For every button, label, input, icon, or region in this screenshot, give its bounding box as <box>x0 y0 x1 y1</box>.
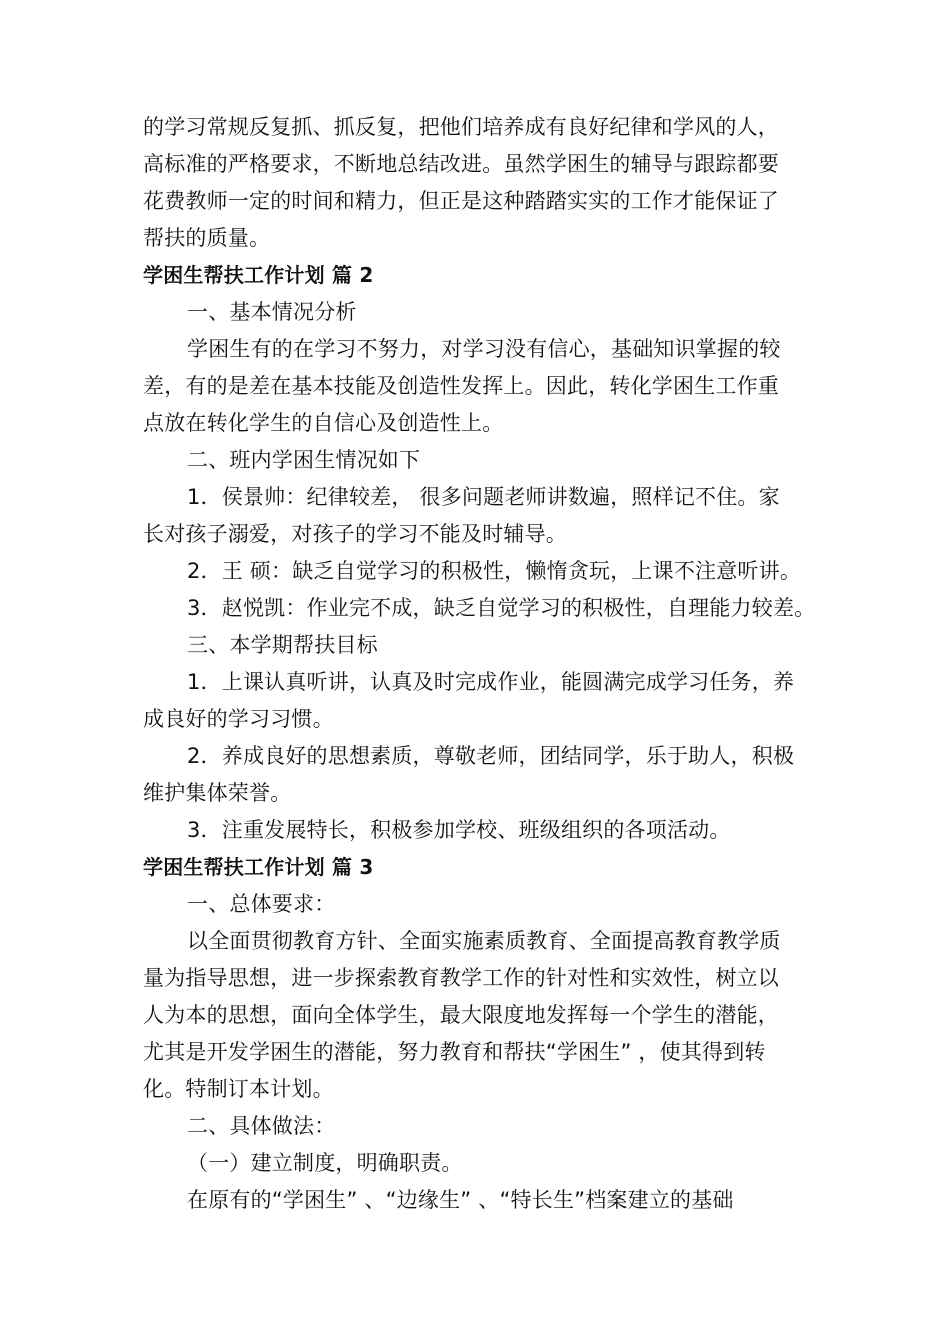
text-line: 差，有的是差在基本技能及创造性发挥上。因此，转化学困生工作重 <box>143 374 779 398</box>
paragraph-first-line: 在原有的“学困生” 、“边缘生” 、“特长生”档案建立的基础 <box>187 1188 734 1212</box>
list-item: 1．侯景帅：纪律较差， 很多问题老师讲数遍，照样记不住。家 <box>187 485 780 509</box>
subheading: 二、班内学困生情况如下 <box>187 448 421 472</box>
subheading: 二、具体做法： <box>187 1114 336 1138</box>
text-line: 成良好的学习习惯。 <box>143 707 334 731</box>
text-line: 量为指导思想，进一步探索教育教学工作的针对性和实效性，树立以 <box>143 966 779 990</box>
text-line: 点放在转化学生的自信心及创造性上。 <box>143 411 504 435</box>
text-line: 帮扶的质量。 <box>143 226 271 250</box>
text-line: 维护集体荣誉。 <box>143 781 292 805</box>
subheading: （一）建立制度，明确职责。 <box>187 1151 463 1175</box>
text-line: 高标准的严格要求，不断地总结改进。虽然学困生的辅导与跟踪都要 <box>143 152 779 176</box>
list-item: 3．注重发展特长，积极参加学校、班级组织的各项活动。 <box>187 818 731 842</box>
text-line: 人为本的思想，面向全体学生，最大限度地发挥每一个学生的潜能， <box>143 1003 779 1027</box>
list-item: 3．赵悦凯：作业完不成，缺乏自觉学习的积极性，自理能力较差。 <box>187 596 816 620</box>
text-line: 长对孩子溺爱，对孩子的学习不能及时辅导。 <box>143 522 567 546</box>
list-item: 1．上课认真听讲，认真及时完成作业，能圆满完成学习任务，养 <box>187 670 795 694</box>
text-line: 的学习常规反复抓、抓反复，把他们培养成有良好纪律和学风的人， <box>143 115 779 139</box>
paragraph-first-line: 以全面贯彻教育方针、全面实施素质教育、全面提高教育教学质 <box>187 929 781 953</box>
paragraph-first-line: 学困生有的在学习不努力，对学习没有信心，基础知识掌握的较 <box>187 337 781 361</box>
subheading: 一、总体要求： <box>187 892 336 916</box>
section-heading: 学困生帮扶工作计划 篇 2 <box>143 263 374 287</box>
list-item: 2．王 硕：缺乏自觉学习的积极性，懒惰贪玩，上课不注意听讲。 <box>187 559 802 583</box>
subheading: 三、本学期帮扶目标 <box>187 633 378 657</box>
list-item: 2．养成良好的思想素质，尊敬老师，团结同学，乐于助人，积极 <box>187 744 795 768</box>
text-line: 化。特制订本计划。 <box>143 1077 334 1101</box>
text-line: 尤其是开发学困生的潜能，努力教育和帮扶“学困生” ，使其得到转 <box>143 1040 766 1064</box>
section-heading: 学困生帮扶工作计划 篇 3 <box>143 855 374 879</box>
subheading: 一、基本情况分析 <box>187 300 357 324</box>
text-line: 花费教师一定的时间和精力，但正是这种踏踏实实的工作才能保证了 <box>143 189 779 213</box>
